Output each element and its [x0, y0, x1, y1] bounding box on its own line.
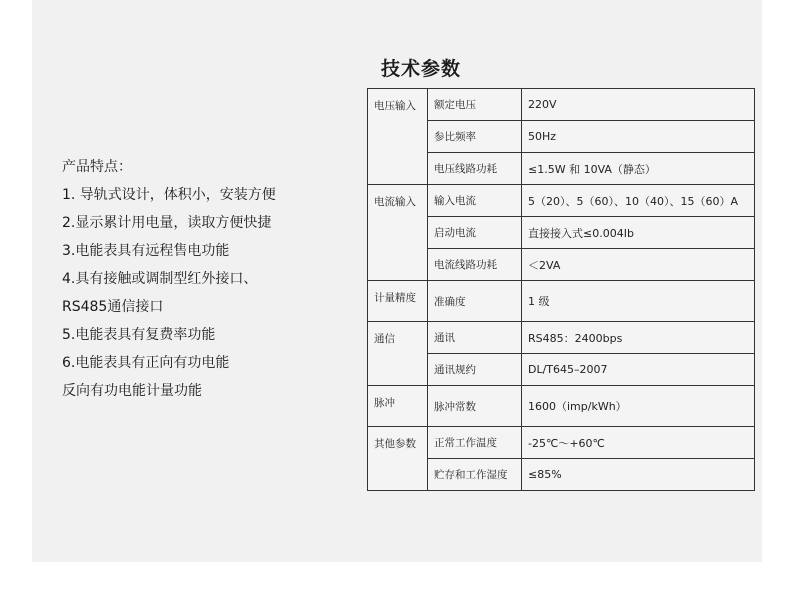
- features-heading: 产品特点：: [62, 159, 132, 175]
- spec-title: 技术参数: [381, 58, 462, 80]
- feature-item: 2.显示累计用电量，读取方便快捷: [62, 215, 272, 231]
- spec-param: 通讯规约: [428, 354, 522, 386]
- spec-param: 输入电流: [428, 185, 522, 217]
- feature-item: RS485通信接口: [62, 299, 164, 315]
- spec-row: [368, 386, 755, 427]
- spec-param: 启动电流: [428, 217, 522, 249]
- spec-row: [368, 427, 755, 459]
- spec-value: 直接接入式≤0.004Ib: [522, 217, 755, 249]
- spec-param: 正常工作温度: [428, 427, 522, 459]
- spec-category: 电流输入: [368, 185, 428, 281]
- spec-category: 通信: [368, 322, 428, 386]
- spec-param: 电流线路功耗: [428, 249, 522, 281]
- product-features: [62, 153, 362, 405]
- spec-param: 贮存和工作湿度: [428, 459, 522, 491]
- spec-category: 其他参数: [368, 427, 428, 491]
- spec-value: RS485：2400bps: [522, 322, 755, 354]
- spec-row: [368, 281, 755, 322]
- spec-row: [368, 322, 755, 354]
- spec-value: 1 级: [522, 281, 755, 322]
- spec-param: 额定电压: [428, 89, 522, 121]
- spec-value: DL/T645–2007: [522, 354, 755, 386]
- feature-item: 3.电能表具有远程售电功能: [62, 243, 230, 259]
- feature-item: 4.具有接触或调制型红外接口、: [62, 271, 258, 287]
- spec-param: 准确度: [428, 281, 522, 322]
- feature-item: 1. 导轨式设计，体积小，安装方便: [62, 187, 276, 203]
- spec-table: [367, 88, 755, 491]
- spec-value: ≤85%: [522, 459, 755, 491]
- spec-param: 脉冲常数: [428, 386, 522, 427]
- feature-item: 6.电能表具有正向有功电能: [62, 355, 230, 371]
- spec-param: 电压线路功耗: [428, 153, 522, 185]
- spec-value: ＜2VA: [522, 249, 755, 281]
- feature-item: 5.电能表具有复费率功能: [62, 327, 216, 343]
- spec-value: 5（20）、5（60）、10（40）、15（60）A: [522, 185, 755, 217]
- spec-category: 脉冲: [368, 386, 428, 427]
- spec-category: 计量精度: [368, 281, 428, 322]
- spec-param: 通讯: [428, 322, 522, 354]
- feature-item: 反向有功电能计量功能: [62, 383, 202, 399]
- spec-param: 参比频率: [428, 121, 522, 153]
- spec-value: 220V: [522, 89, 755, 121]
- spec-row: [368, 185, 755, 217]
- spec-value: -25℃～+60℃: [522, 427, 755, 459]
- spec-row: [368, 89, 755, 121]
- spec-value: ≤1.5W 和 10VA（静态）: [522, 153, 755, 185]
- spec-category: 电压输入: [368, 89, 428, 185]
- spec-value: 50Hz: [522, 121, 755, 153]
- spec-value: 1600（imp/kWh）: [522, 386, 755, 427]
